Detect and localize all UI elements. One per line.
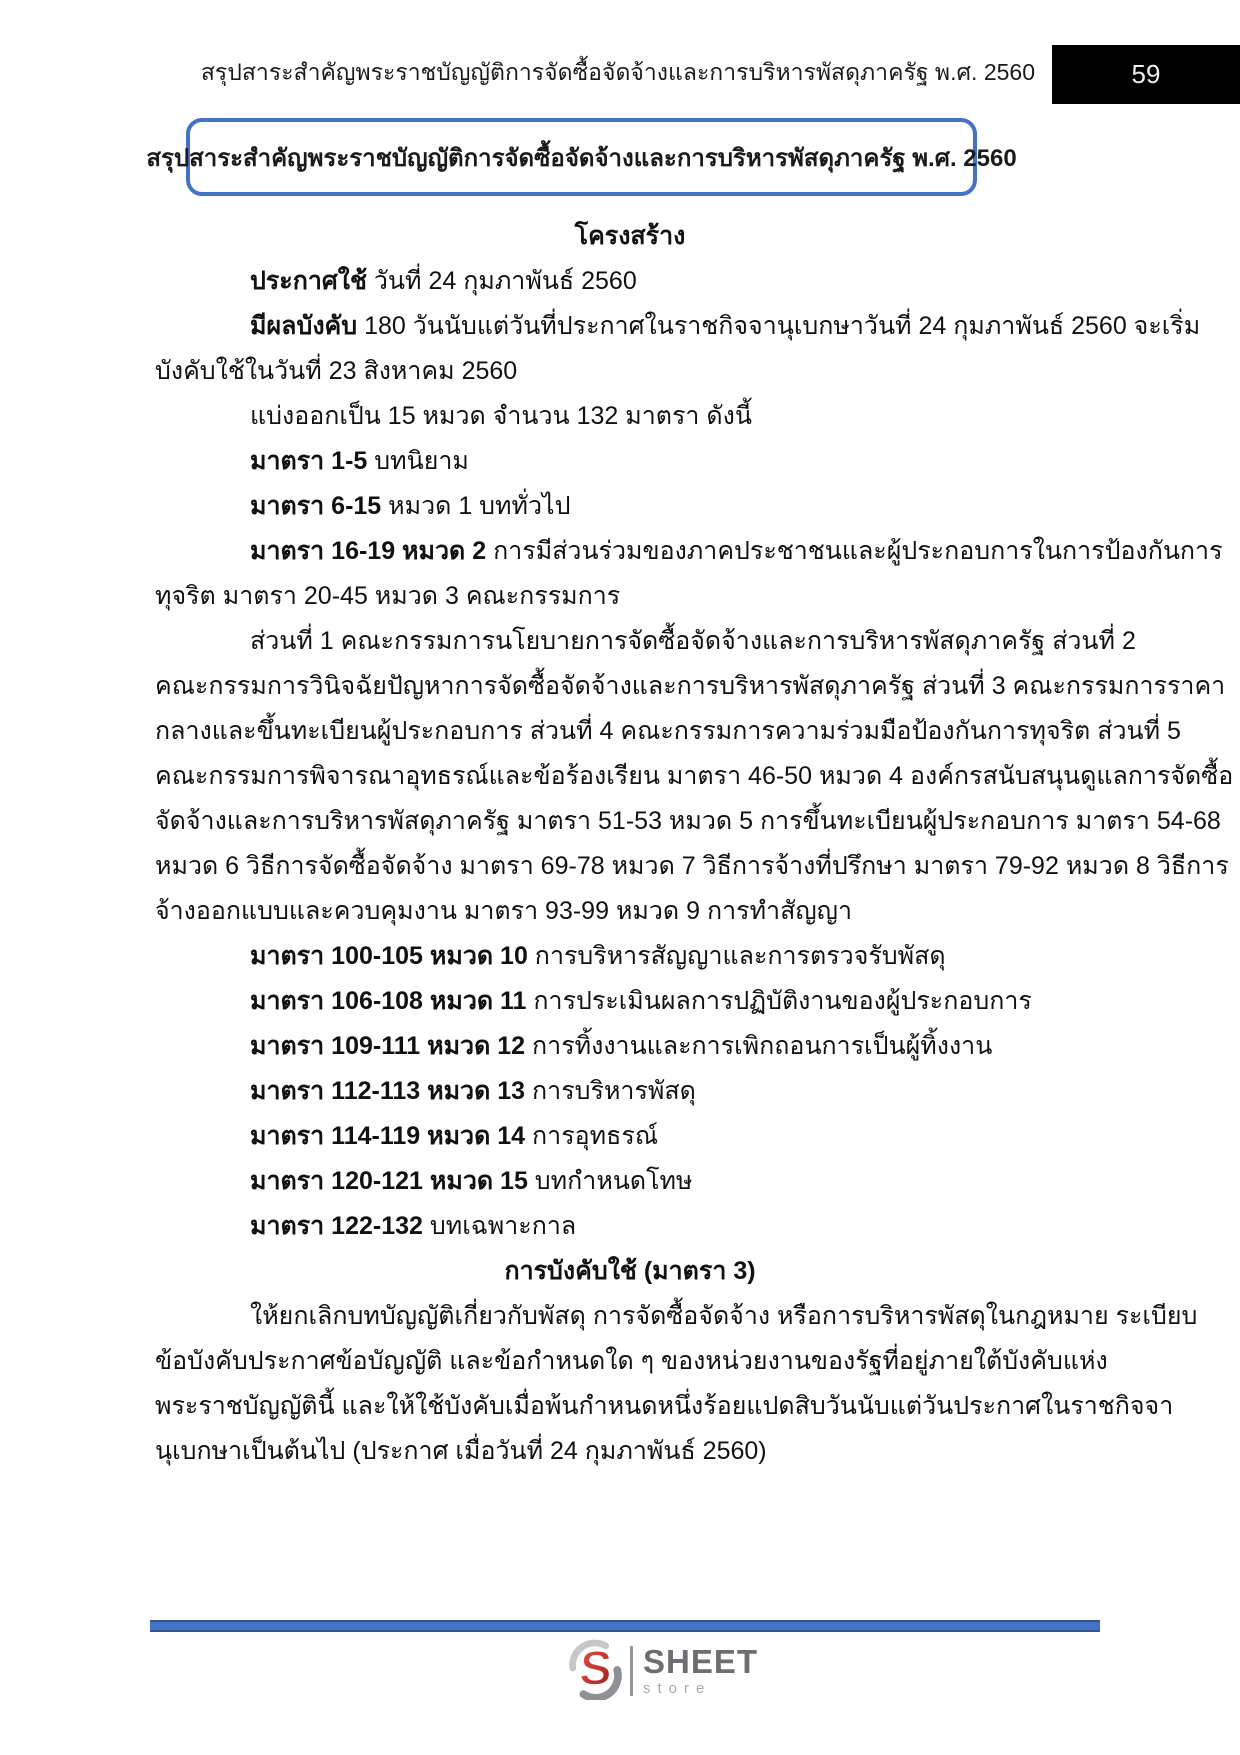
text-line [155,1429,1105,1474]
text-line-body: แบ่งออกเป็น 15 หมวด จำนวน 132 มาตรา ดังนี้ [250,402,752,430]
text-line-bold-prefix: มาตรา 122-132 [250,1212,423,1240]
text-line-body: พระราชบัญญัตินี้ และให้ใช้บังคับเมื่อพ้นกำหนดหนึ่งร้อยแปดสิบวันนับแต่วันประกาศในราชกิจจา [155,1392,1174,1420]
text-line [155,1159,1105,1204]
text-line-bold-prefix: มาตรา 120-121 หมวด 15 [250,1167,528,1195]
text-line [155,979,1105,1024]
text-line-bold-prefix: มาตรา 6-15 [250,492,382,520]
text-line-body: บทนิยาม [367,447,469,475]
text-line [155,484,1105,529]
svg-text:S: S [577,1641,614,1695]
text-line-body: จ้างออกแบบและควบคุมงาน มาตรา 93-99 หมวด 9 การทำสัญญา [155,897,852,925]
logo-divider [630,1646,633,1696]
text-line-body: หมวด 1 บททั่วไป [381,492,571,520]
section-heading [155,214,1105,259]
logo-subtext: store [643,1680,712,1697]
text-line-body: ส่วนที่ 1 คณะกรรมการนโยบายการจัดซื้อจัดจ้างและการบริหารพัสดุภาครัฐ ส่วนที่ 2 [250,627,1136,655]
text-line [155,259,1105,304]
text-line [155,619,1136,664]
text-line [155,529,1223,574]
text-line-bold-prefix: มาตรา 16-19 หมวด 2 [250,537,487,565]
text-line-body: การอุทธรณ์ [525,1122,659,1150]
text-line [155,394,1105,439]
text-line [155,889,1105,934]
text-line [155,844,1229,889]
text-line [155,1024,1105,1069]
text-line [155,1384,1174,1429]
text-line-bold-prefix: มาตรา 1-5 [250,447,368,475]
text-line [155,709,1181,754]
text-line-bold-prefix: มาตรา 109-111 หมวด 12 [250,1032,526,1060]
text-line-body: บทกำหนดโทษ [527,1167,693,1195]
text-line [155,1069,1105,1114]
text-line [155,1114,1105,1159]
text-line-body: 180 วันนับแต่วันที่ประกาศในราชกิจจานุเบกษาวันที่ 24 กุมภาพันธ์ 2560 จะเริ่ม [357,312,1201,340]
content-area [155,214,1234,1474]
sheet-store-logo [566,1640,758,1702]
text-line-body: การบริหารสัญญาและการตรวจรับพัสดุ [527,942,946,970]
text-line-bold-prefix: มีผลบังคับ [250,312,358,340]
logo-name: SHEET [643,1643,759,1680]
text-line-body: การทิ้งงานและการเพิกถอนการเป็นผู้ทิ้งงาน [525,1032,993,1060]
document-title: สรุปสาระสำคัญพระราชบัญญัติการจัดซื้อจัดจ้างและการบริหารพัสดุภาครัฐ พ.ศ. 2560 [146,144,1017,172]
text-line [155,1339,1108,1384]
document-title-box [146,118,1017,196]
text-line-bold-prefix: ประกาศใช้ [250,267,367,295]
text-line-body: การประเมินผลการปฏิบัติงานของผู้ประกอบการ [526,987,1032,1015]
text-line-body: บทเฉพาะกาล [422,1212,577,1240]
text-line-body: การบริหารพัสดุ [525,1077,696,1105]
text-line-body: โครงสร้าง [574,222,686,250]
text-line [155,349,1105,394]
text-line-bold-prefix: มาตรา 114-119 หมวด 14 [250,1122,526,1150]
text-line [155,1294,1198,1339]
text-line [155,934,1105,979]
text-line-body: หมวด 6 วิธีการจัดซื้อจัดจ้าง มาตรา 69-78 หมวด 7 วิธีการจ้างที่ปรึกษา มาตรา 79-92 หมวด 8 วิธีการ [155,852,1229,880]
text-line-body: การมีส่วนร่วมของภาคประชาชนและผู้ประกอบการในการป้องกันการ [486,537,1223,565]
text-line-body: การบังคับใช้ (มาตรา 3) [504,1257,756,1285]
text-line [155,304,1201,349]
text-line-bold-prefix: มาตรา 106-108 หมวด 11 [250,987,527,1015]
text-line-bold-prefix: มาตรา 100-105 หมวด 10 [250,942,528,970]
text-line-body: บังคับใช้ในวันที่ 23 สิงหาคม 2560 [155,357,518,385]
footer-divider-rule [150,1620,1100,1632]
text-line-body: นุเบกษาเป็นต้นไป (ประกาศ เมื่อวันที่ 24 กุมภาพันธ์ 2560) [155,1437,767,1465]
text-line [155,574,1105,619]
section-heading [155,1249,1105,1294]
page-number-badge [1052,45,1240,104]
text-line [155,1204,1105,1249]
s-logo-icon [566,1638,624,1705]
text-line [155,799,1221,844]
text-line-body: ข้อบังคับประกาศข้อบัญญัติ และข้อกำหนดใด ๆ ของหน่วยงานของรัฐที่อยู่ภายใต้บังคับแห่ง [155,1347,1108,1375]
text-line-bold-prefix: มาตรา 112-113 หมวด 13 [250,1077,526,1105]
text-line-body: จัดจ้างและการบริหารพัสดุภาครัฐ มาตรา 51-53 หมวด 5 การขึ้นทะเบียนผู้ประกอบการ มาตรา 54-68 [155,807,1221,835]
text-line-body: คณะกรรมการวินิจฉัยปัญหาการจัดซื้อจัดจ้างและการบริหารพัสดุภาครัฐ ส่วนที่ 3 คณะกรรมการราคา [155,672,1226,700]
text-line-body: คณะกรรมการพิจารณาอุทธรณ์และข้อร้องเรียน มาตรา 46-50 หมวด 4 องค์กรสนับสนุนดูแลการจัดซื้อ [155,762,1234,790]
text-line-body: กลางและขึ้นทะเบียนผู้ประกอบการ ส่วนที่ 4 คณะกรรมการความร่วมมือป้องกันการทุจริต ส่วนที่ 5 [155,717,1181,745]
text-line-body: ทุจริต มาตรา 20-45 หมวด 3 คณะกรรมการ [155,582,621,610]
text-line-body: ให้ยกเลิกบทบัญญัติเกี่ยวกับพัสดุ การจัดซื้อจัดจ้าง หรือการบริหารพัสดุในกฎหมาย ระเบียบ [250,1302,1198,1330]
running-header-title: สรุปสาระสำคัญพระราชบัญญัติการจัดซื้อจัดจ้างและการบริหารพัสดุภาครัฐ พ.ศ. 2560 [200,59,1035,85]
text-line [155,754,1234,799]
page-number: 59 [1131,59,1161,89]
text-line-body: วันที่ 24 กุมภาพันธ์ 2560 [366,267,637,295]
text-line [155,664,1226,709]
text-line [155,439,1105,484]
